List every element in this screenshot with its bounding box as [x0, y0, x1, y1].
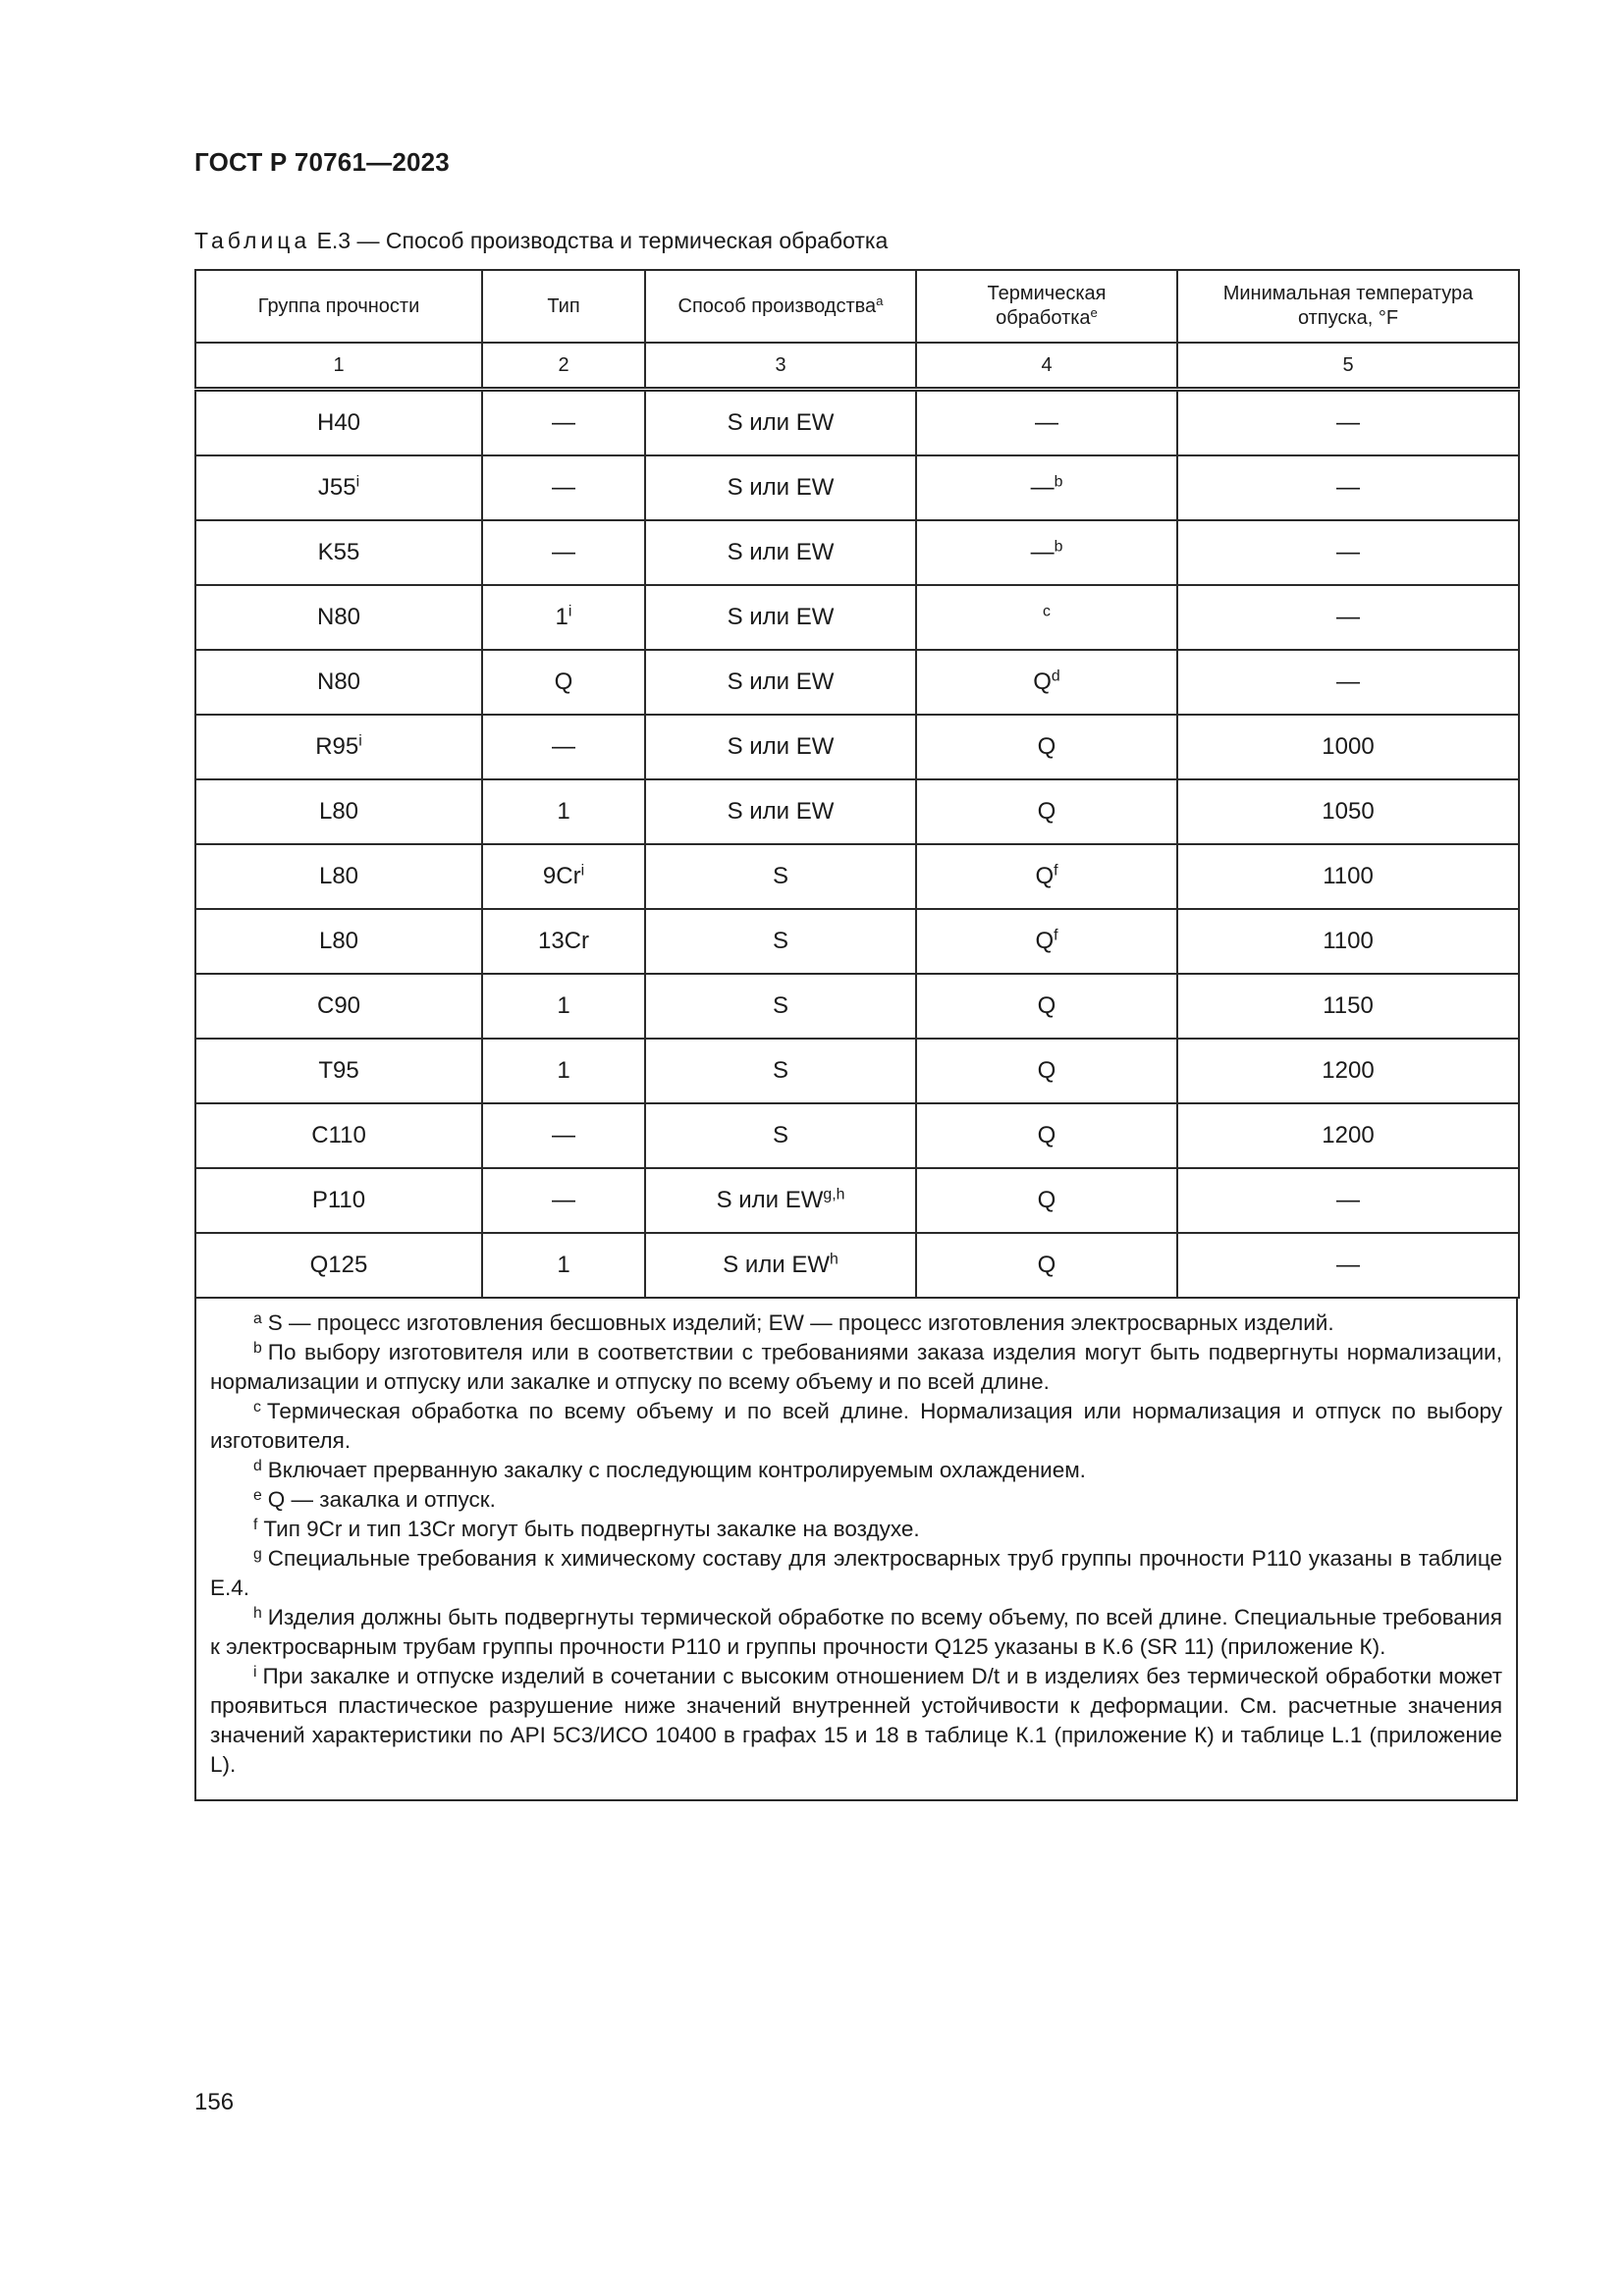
column-number-row	[195, 343, 1519, 390]
table-row	[195, 974, 1519, 1039]
cell-temperature: —	[1177, 455, 1519, 520]
table-row	[195, 1039, 1519, 1103]
table-row	[195, 650, 1519, 715]
footnote-mark: i	[253, 1663, 257, 1681]
cell-grade: N80	[195, 585, 482, 650]
cell-heat-treatment: Q	[916, 1039, 1177, 1103]
cell-method: S	[645, 974, 916, 1039]
cell-grade: L80	[195, 844, 482, 909]
cell-method: S или EW$^{g,h}$	[645, 1168, 916, 1233]
cell-heat-treatment: Q	[916, 715, 1177, 779]
footnote-text: Изделия должны быть подвергнуты термической обработке по всему объему, по всей длине. Специальные требования к электросварным трубам группы прочности P110 и группы прочности Q125 указаны в К.6 (SR 11) (приложение К).	[210, 1605, 1502, 1659]
cell-method: S или EW	[645, 650, 916, 715]
cell-grade: K55	[195, 520, 482, 585]
cell-type: 1	[482, 779, 645, 844]
cell-type: 1	[482, 1233, 645, 1298]
cell-type: —	[482, 1168, 645, 1233]
cell-type: 1	[482, 974, 645, 1039]
cell-heat-treatment: Q	[916, 974, 1177, 1039]
cell-method: S	[645, 1103, 916, 1168]
footnote-mark: e	[253, 1486, 262, 1504]
footnote-mark: a	[253, 1309, 262, 1327]
table-row	[195, 1103, 1519, 1168]
cell-temperature: 1050	[1177, 779, 1519, 844]
column-header: Термическая обработка$^e$	[916, 270, 1177, 343]
cell-heat-treatment: —$^b$	[916, 455, 1177, 520]
footnote-text: При закалке и отпуске изделий в сочетании с высоким отношением D/t и в изделиях без термической обработки может проявиться пластическое разрушение ниже значений внутренней устойчивости к деформации. См. расчетные значения значений характеристики по API 5C3/ИСО 10400 в графах 15 и 18 в таблице К.1 (приложение К) и таблице L.1 (приложение L).	[210, 1664, 1502, 1777]
cell-type: —	[482, 1103, 645, 1168]
cell-method: S или EW	[645, 390, 916, 456]
footnote-mark: c	[253, 1398, 261, 1415]
footnote-mark: d	[253, 1457, 262, 1474]
heat-treatment-table	[194, 269, 1520, 1299]
cell-grade: N80	[195, 650, 482, 715]
footnote-mark: f	[253, 1516, 258, 1533]
page-number: 156	[194, 2089, 235, 2115]
cell-grade: P110	[195, 1168, 482, 1233]
column-number: 2	[482, 343, 645, 390]
cell-temperature: 1100	[1177, 844, 1519, 909]
cell-temperature: —	[1177, 390, 1519, 456]
cell-grade: C90	[195, 974, 482, 1039]
cell-method: S или EW	[645, 715, 916, 779]
cell-grade: L80	[195, 909, 482, 974]
cell-type: —	[482, 715, 645, 779]
table-row	[195, 909, 1519, 974]
table-footnotes	[194, 1299, 1518, 1801]
cell-heat-treatment: —	[916, 390, 1177, 456]
table-header-row	[195, 270, 1519, 343]
footnote	[210, 1662, 1502, 1780]
cell-grade: T95	[195, 1039, 482, 1103]
cell-heat-treatment: $Q^f$	[916, 844, 1177, 909]
cell-method: S	[645, 844, 916, 909]
cell-grade: L80	[195, 779, 482, 844]
footnote	[210, 1338, 1502, 1397]
cell-heat-treatment: Q	[916, 1168, 1177, 1233]
column-number: 1	[195, 343, 482, 390]
cell-method: S или EW	[645, 520, 916, 585]
table-container	[194, 269, 1518, 1801]
footnote-text: Термическая обработка по всему объему и по всей длине. Нормализация или нормализация и отпуск по выбору изготовителя.	[210, 1399, 1502, 1453]
table-row	[195, 1168, 1519, 1233]
cell-heat-treatment: $Q^f$	[916, 909, 1177, 974]
footnote-text: По выбору изготовителя или в соответствии с требованиями заказа изделия могут быть подвергнуты нормализации, нормализации и отпуску или закалке и отпуску по всему объему и по всей длине.	[210, 1340, 1502, 1394]
cell-temperature: 1200	[1177, 1103, 1519, 1168]
footnote-text: Включает прерванную закалку с последующим контролируемым охлаждением.	[267, 1458, 1086, 1482]
table-row	[195, 390, 1519, 456]
cell-temperature: 1000	[1177, 715, 1519, 779]
cell-method: S или EW	[645, 779, 916, 844]
cell-type: 9Cr$^i$	[482, 844, 645, 909]
column-header: Способ производства$^a$	[645, 270, 916, 343]
document-header: ГОСТ Р 70761—2023	[194, 147, 450, 177]
cell-type: 1	[482, 1039, 645, 1103]
table-row	[195, 715, 1519, 779]
cell-method: S	[645, 909, 916, 974]
footnote-mark: g	[253, 1545, 262, 1563]
table-row	[195, 585, 1519, 650]
cell-temperature: 1150	[1177, 974, 1519, 1039]
table-row	[195, 1233, 1519, 1298]
cell-heat-treatment: c	[916, 585, 1177, 650]
cell-method: S или EW	[645, 455, 916, 520]
footnote	[210, 1544, 1502, 1603]
column-number: 3	[645, 343, 916, 390]
table-row	[195, 844, 1519, 909]
footnote	[210, 1397, 1502, 1456]
cell-temperature: —	[1177, 1168, 1519, 1233]
column-header: Группа прочности	[195, 270, 482, 343]
caption-prefix: Таблица	[194, 228, 311, 253]
cell-temperature: 1200	[1177, 1039, 1519, 1103]
column-header: Тип	[482, 270, 645, 343]
cell-grade: C110	[195, 1103, 482, 1168]
table-row	[195, 779, 1519, 844]
column-header: Минимальная температура отпуска, °F	[1177, 270, 1519, 343]
cell-type: 1$^i$	[482, 585, 645, 650]
table-row	[195, 455, 1519, 520]
cell-type: —	[482, 390, 645, 456]
cell-temperature: —	[1177, 520, 1519, 585]
cell-heat-treatment: —$^b$	[916, 520, 1177, 585]
cell-method: S или $EW^h$	[645, 1233, 916, 1298]
cell-heat-treatment: Q	[916, 1103, 1177, 1168]
cell-grade: R95$^i$	[195, 715, 482, 779]
footnote-mark: b	[253, 1339, 262, 1357]
footnote-text: Специальные требования к химическому составу для электросварных труб группы прочности P110 указаны в таблице Е.4.	[210, 1546, 1502, 1600]
table-caption	[194, 228, 888, 254]
column-number: 5	[1177, 343, 1519, 390]
cell-type: 13Cr	[482, 909, 645, 974]
cell-type: —	[482, 455, 645, 520]
cell-temperature: —	[1177, 650, 1519, 715]
cell-temperature: —	[1177, 1233, 1519, 1298]
cell-heat-treatment: $Q^d$	[916, 650, 1177, 715]
footnote-mark: h	[253, 1604, 262, 1622]
footnote	[210, 1485, 1502, 1515]
caption-title: Е.3 — Способ производства и термическая обработка	[310, 228, 889, 253]
cell-grade: Q125	[195, 1233, 482, 1298]
footnote-text: Q — закалка и отпуск.	[267, 1487, 496, 1512]
cell-temperature: —	[1177, 585, 1519, 650]
table-row	[195, 520, 1519, 585]
cell-grade: J55$^i$	[195, 455, 482, 520]
cell-type: —	[482, 520, 645, 585]
footnote-text: S — процесс изготовления бесшовных изделий; EW — процесс изготовления электросварных изделий.	[267, 1310, 1334, 1335]
footnote	[210, 1308, 1502, 1338]
column-number: 4	[916, 343, 1177, 390]
cell-grade: H40	[195, 390, 482, 456]
cell-heat-treatment: Q	[916, 1233, 1177, 1298]
cell-type: Q	[482, 650, 645, 715]
footnote	[210, 1603, 1502, 1662]
cell-method: S или EW	[645, 585, 916, 650]
footnote	[210, 1456, 1502, 1485]
cell-temperature: 1100	[1177, 909, 1519, 974]
footnote-text: Тип 9Cr и тип 13Cr могут быть подвергнуты закалке на воздухе.	[263, 1517, 920, 1541]
cell-heat-treatment: Q	[916, 779, 1177, 844]
footnote	[210, 1515, 1502, 1544]
cell-method: S	[645, 1039, 916, 1103]
